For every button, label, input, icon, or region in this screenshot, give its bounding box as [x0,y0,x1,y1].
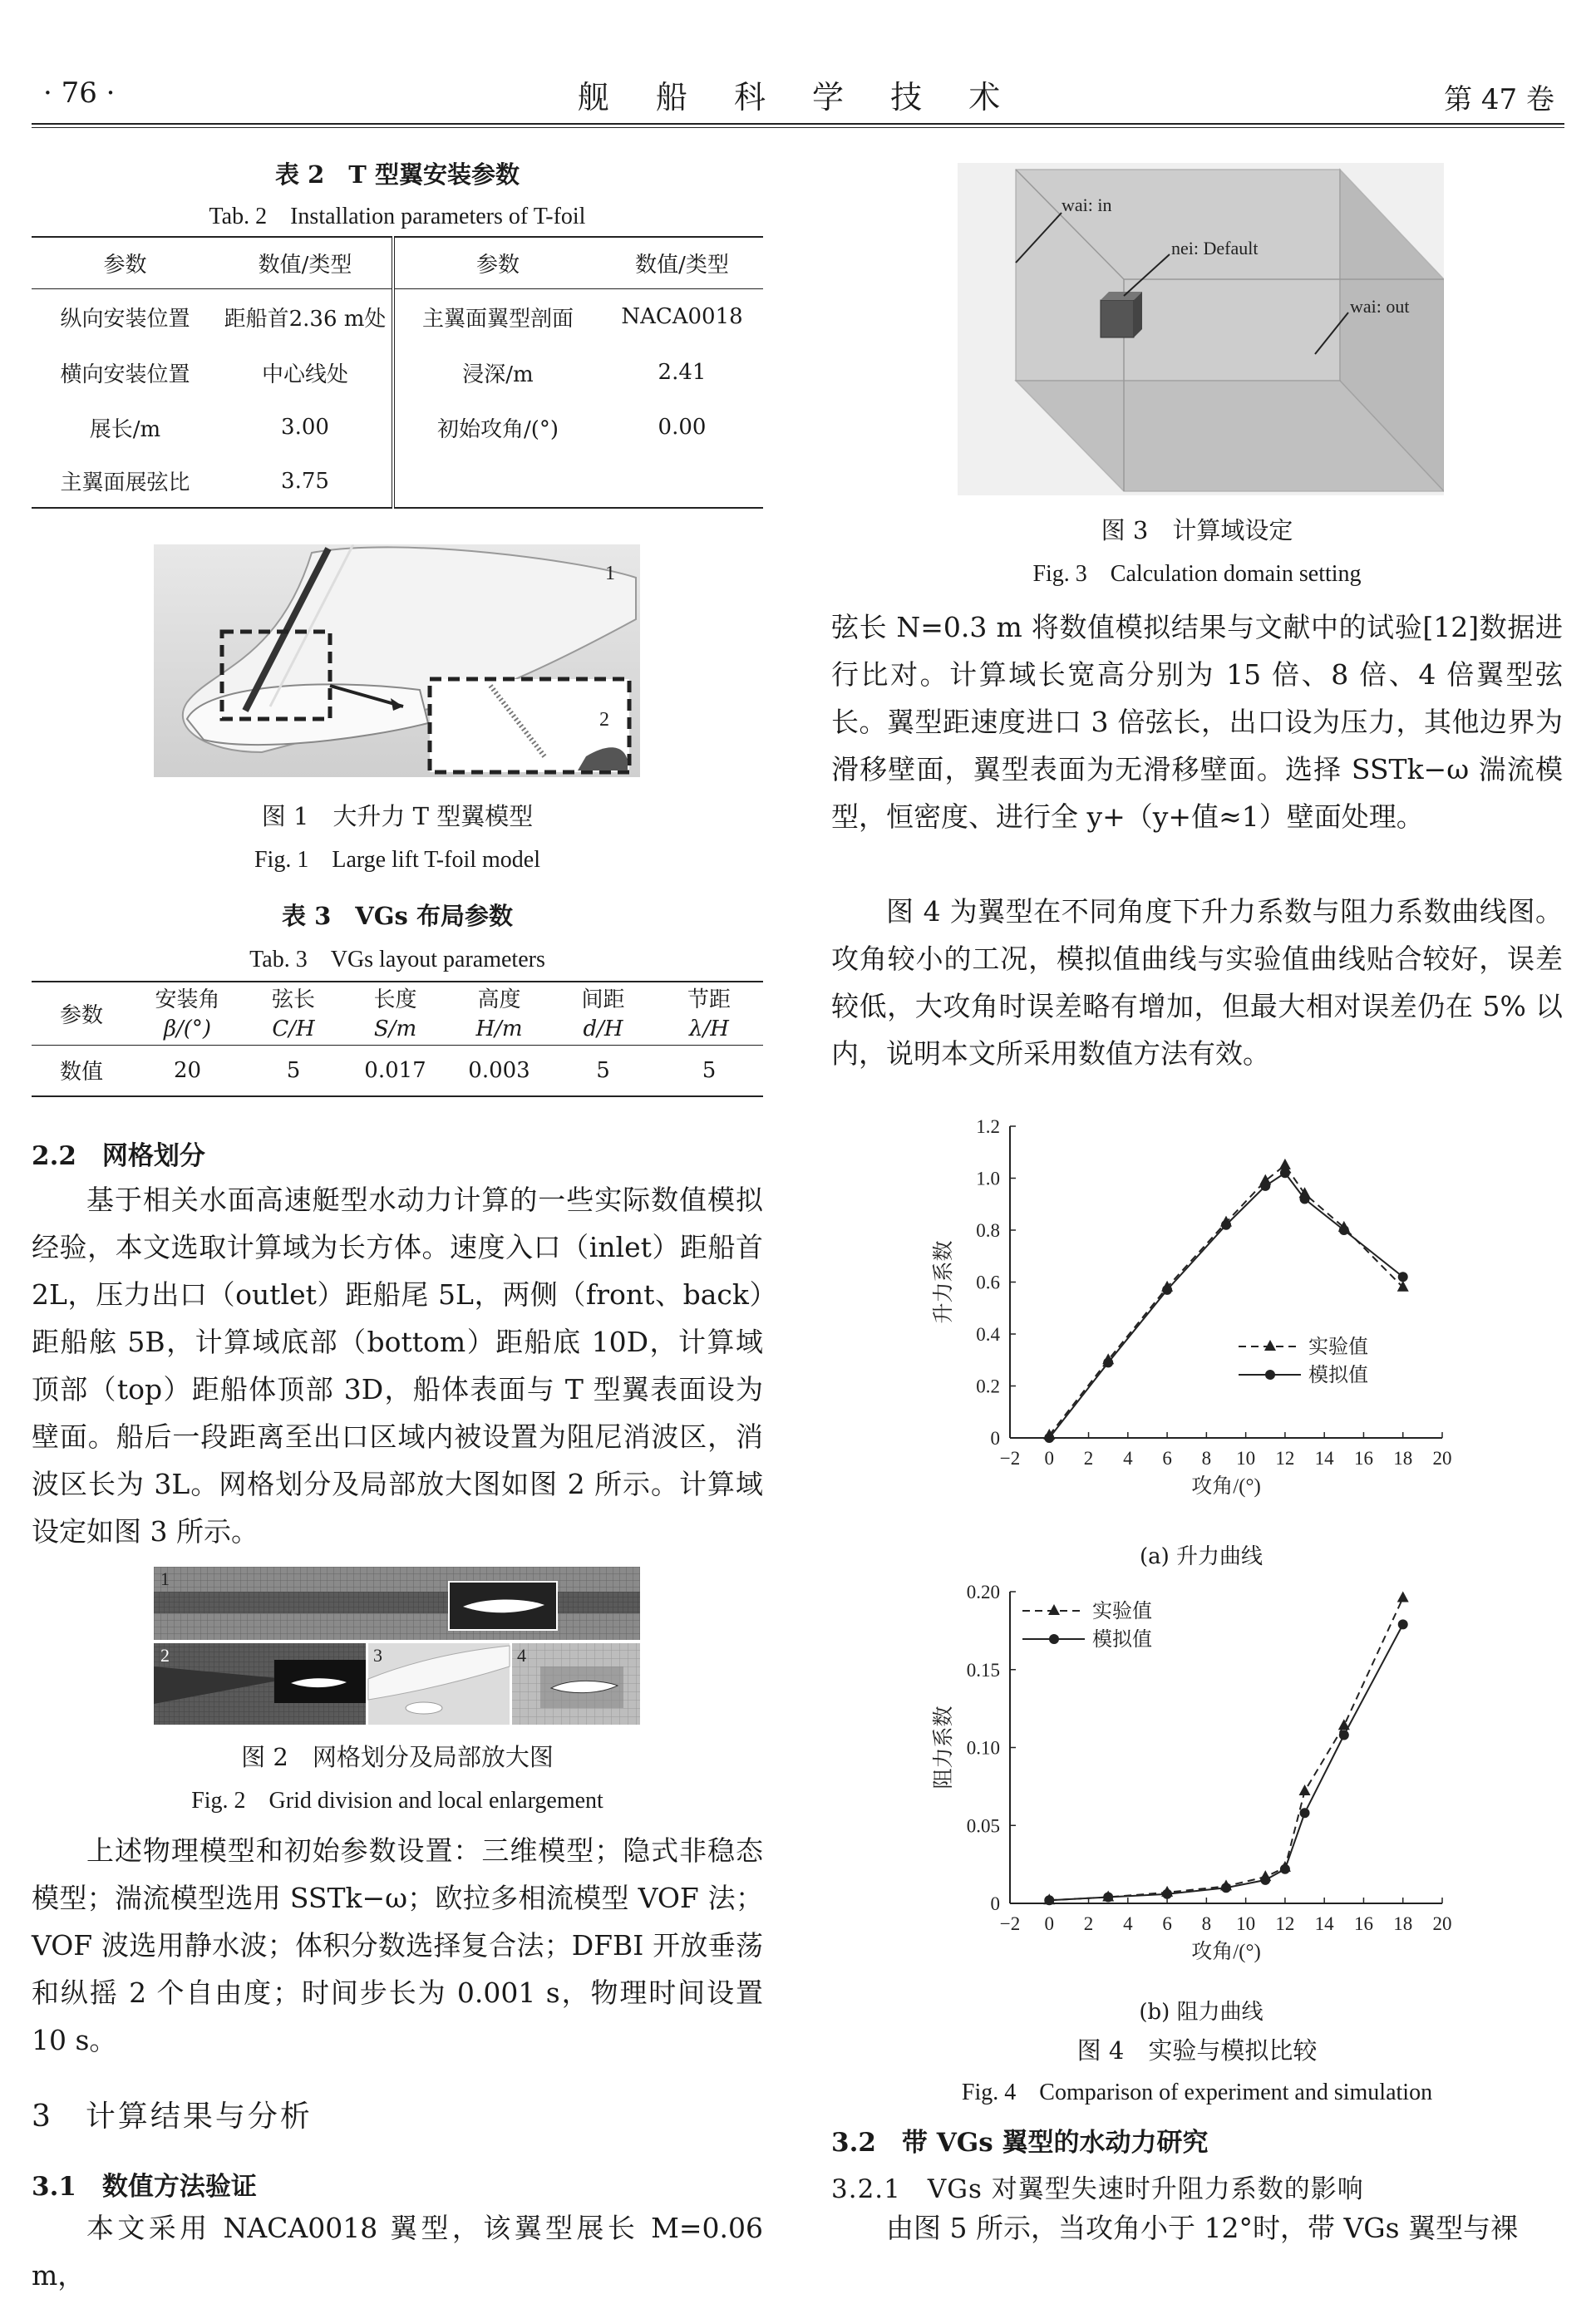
table-cell: 5 [596,1057,610,1083]
table3-title-cn: 表 3 VGs 布局参数 [282,902,513,930]
table-header-cell: β/(°) [163,1016,212,1041]
x-tick-label: 6 [1162,1448,1172,1469]
table-header-cell: 参数 [475,252,520,278]
paragraph: 基于相关水面高速艇型水动力计算的一些实际数值模拟经验，本文选取计算域为长方体。速度入口（inlet）距船首 2L，压力出口（outlet）距船尾 5L，两侧（front、back）距船舷 5B，计算域底部（bottom）距船底 10D，计算域顶部（top）距船体顶部 3D，船体表面与 T 型翼表面设为壁面。船后一段距离至出口区域内被设置为阻尼消波区，消波区长为 3L。网格划分及局部放大图如图 2 所示。计算域设定如图 3 所示。 [32,1184,763,1548]
table-header-cell: 参数 [32,982,131,1045]
legend-marker [1264,1340,1276,1351]
x-axis-label: 攻角/(°) [1191,1941,1261,1963]
legend-marker [1049,1634,1059,1644]
table-header-cell: 弦长 [271,987,315,1012]
table-cell: 展长/m [89,416,161,442]
table-cell: 主翼面翼型剖面 [421,306,574,332]
fig2-label: 1 [160,1568,170,1589]
fig4a-subcaption: (a) 升力曲线 [1139,1544,1264,1569]
table-header-cell: 数值/类型 [219,237,393,288]
table-header-cell: H/m [475,1016,523,1041]
fig2-image [154,1567,640,1725]
table-cell: NACA0018 [621,304,743,330]
table-row [32,455,763,508]
fig3-caption-en: Fig. 3 Calculation domain setting [1032,561,1362,587]
table-cell: 中心线处 [219,345,393,400]
table-header-cell: 安装角 [155,987,220,1012]
x-tick-label: −2 [999,1913,1021,1934]
data-point [1162,1889,1172,1899]
fig3-caption-cn: 图 3 计算域设定 [1101,516,1293,544]
table-cell: 纵向安装位置 [60,306,190,332]
x-tick-label: 14 [1314,1448,1334,1469]
table-cell: 3.75 [219,455,393,508]
data-point [1103,1357,1113,1367]
x-tick-label: 6 [1162,1913,1172,1934]
series-line-simulation [1049,1624,1402,1900]
data-point [1397,1281,1409,1292]
fig2-caption-cn: 图 2 网格划分及局部放大图 [241,1743,554,1771]
y-tick-label: 0.20 [966,1582,1000,1602]
legend-label: 模拟值 [1092,1629,1152,1651]
y-tick-label: 0.10 [966,1737,1000,1759]
table-header-row [32,237,763,288]
x-tick-label: 2 [1083,1448,1094,1469]
x-tick-label: 10 [1236,1913,1256,1934]
table-header-cell: S/m [373,1016,417,1041]
table-header-cell: 高度 [477,987,521,1012]
data-point [1103,1893,1113,1903]
table-cell: 初始攻角/(°) [436,416,559,442]
table-cell: 主翼面展弦比 [60,470,190,495]
table-cell: 浸深/m [462,362,534,387]
y-tick-label: 0.8 [976,1220,1000,1241]
data-point [1300,1808,1310,1818]
table2-title-cn: 表 2 T 型翼安装参数 [275,160,520,189]
paragraph: 本文采用 NACA0018 翼型，该翼型展长 M=0.06 m， [32,2212,763,2292]
table-row [32,345,763,400]
fig1-image [154,544,640,777]
x-tick-label: 12 [1275,1448,1295,1469]
fig3-image [958,163,1444,495]
data-point [1162,1285,1172,1295]
table-cell: 20 [173,1057,202,1083]
y-tick-label: 0 [990,1428,1000,1449]
x-tick-label: 0 [1044,1913,1055,1934]
lift-chart [931,1114,1471,1579]
table-cell: 0.003 [468,1057,530,1083]
y-tick-label: 0.4 [976,1324,1000,1345]
data-point [1397,1592,1409,1602]
data-point [1280,1168,1290,1178]
table-cell: 2.41 [658,360,707,385]
fig1-label-1: 1 [605,563,615,584]
x-tick-label: 10 [1236,1448,1256,1469]
fig4-caption-en: Fig. 4 Comparison of experiment and simulation [961,2080,1433,2105]
table-cell: 横向安装位置 [60,362,190,387]
data-point [1339,1225,1349,1235]
table-cell: 5 [286,1057,301,1083]
x-tick-label: 20 [1432,1448,1452,1469]
table-cell [393,455,601,508]
section-heading: 2.2 网格划分 [32,1141,205,1171]
fig2-caption-en: Fig. 2 Grid division and local enlargement [191,1788,603,1814]
data-point [1260,1181,1270,1191]
data-point [1044,1895,1054,1905]
paragraph: 图 4 为翼型在不同角度下升力系数与阻力系数曲线图。攻角较小的工况，模拟值曲线与实验值曲线贴合较好，误差较低，大攻角时误差略有增加，但最大相对误差仍在 5% 以内，说明本文所采用数值方法有效。 [831,895,1563,1070]
y-axis-label: 升力系数 [933,1240,955,1324]
table-cell: 0.017 [364,1057,426,1083]
x-tick-label: 14 [1314,1913,1334,1934]
table-header-cell: C/H [272,1016,315,1041]
table-cell: 3.00 [219,400,393,455]
fig1-caption-en: Fig. 1 Large lift T-foil model [254,847,540,873]
table-cell: 数值 [59,1060,103,1086]
table-header-cell: 参数 [103,252,147,278]
x-tick-label: 8 [1201,1913,1212,1934]
drag-chart [931,1579,1471,2045]
x-tick-label: 4 [1123,1448,1133,1469]
table-row [32,288,763,345]
table-header-cell: 节距 [687,987,731,1012]
table-cell: 0.00 [658,415,707,440]
table2 [32,236,763,509]
page-number: · 76 · [43,76,116,110]
y-tick-label: 0.05 [966,1815,1000,1837]
y-tick-label: 1.2 [976,1116,1000,1137]
table-cell: 5 [702,1057,717,1083]
x-tick-label: 8 [1201,1448,1212,1469]
section-heading: 3 计算结果与分析 [32,2100,313,2134]
x-tick-label: 4 [1123,1913,1133,1934]
fig1-label-2: 2 [599,709,609,731]
x-tick-label: 2 [1083,1913,1094,1934]
table3-title-en: Tab. 3 VGs layout parameters [249,947,545,972]
header-rule [32,123,1564,125]
data-point [1300,1194,1310,1204]
journal-title: 舰 船 科 学 技 术 [577,79,1019,116]
fig4-caption-cn: 图 4 实验与模拟比较 [1076,2036,1318,2065]
table-row [32,1045,763,1096]
legend-marker [1265,1370,1275,1380]
data-point [1280,1864,1290,1874]
y-tick-label: 0.6 [976,1272,1000,1293]
x-tick-label: 20 [1432,1913,1452,1934]
x-tick-label: 18 [1393,1913,1413,1934]
x-tick-label: 16 [1353,1913,1373,1934]
table-header-cell: 间距 [581,987,625,1012]
data-point [1044,1433,1054,1443]
y-tick-label: 0.15 [966,1659,1000,1681]
table-row [32,400,763,455]
series-line-experiment [1049,1165,1402,1435]
table2-title-en: Tab. 2 Installation parameters of T-foil [209,204,586,229]
y-tick-label: 0 [990,1893,1000,1914]
table-cell [601,455,763,508]
section-heading: 3.2 带 VGs 翼型的水动力研究 [831,2128,1209,2158]
table-header-cell: 数值/类型 [635,252,729,278]
legend-label: 实验值 [1092,1601,1152,1622]
table3 [32,981,763,1097]
fig4b-subcaption: (b) 阻力曲线 [1139,2000,1264,2025]
table-header-cell: 长度 [373,987,417,1012]
table-header-row [32,1013,763,1045]
fig3-label-nei: nei: Default [1171,238,1259,258]
legend-marker [1048,1604,1060,1615]
section-heading: 3.1 数值方法验证 [32,2172,257,2202]
y-tick-label: 0.2 [976,1376,1000,1397]
paragraph: 弦长 N=0.3 m 将数值模拟结果与文献中的试验[12]数据进行比对。计算域长宽高分别为 15 倍、8 倍、4 倍翼型弦长。翼型距速度进口 3 倍弦长，出口设为压力，其他边界为滑移壁面，翼型表面为无滑移壁面。选择 SSTk−ω 湍流模型，恒密度、进行全 y+（y+值≈1）壁面处理。 [831,611,1563,833]
header-rule [32,127,1564,128]
legend-label: 模拟值 [1308,1365,1368,1386]
x-tick-label: −2 [999,1448,1021,1469]
volume-label: 第 47 卷 [1444,83,1554,116]
fig2-label: 2 [160,1645,170,1666]
data-point [1221,1220,1231,1230]
series-line-simulation [1049,1173,1402,1438]
fig2-label: 4 [517,1645,526,1666]
data-point [1398,1272,1408,1282]
data-point [1279,1159,1291,1169]
data-point [1398,1619,1408,1629]
paragraph: 上述物理模型和初始参数设置：三维模型；隐式非稳态模型；湍流模型选用 SSTk−ω；欧拉多相流模型 VOF 法；VOF 波选用静水波；体积分数选择复合法；DFBI 开放垂荡和纵摇 2 个自由度；时间步长为 0.001 s，物理时间设置 10 s。 [32,1834,763,2056]
fig1-caption-cn: 图 1 大升力 T 型翼模型 [261,802,534,830]
x-tick-label: 18 [1393,1448,1413,1469]
data-point [1260,1875,1270,1885]
x-tick-label: 0 [1044,1448,1055,1469]
data-point [1299,1785,1311,1795]
data-point [1221,1883,1231,1893]
table-header-cell: d/H [583,1016,623,1041]
table-cell: 距船首2.36 m处 [219,288,393,345]
x-tick-label: 16 [1353,1448,1373,1469]
x-axis-label: 攻角/(°) [1191,1475,1261,1498]
paragraph: 由图 5 所示，当攻角小于 12°时，带 VGs 翼型与裸 [886,2212,1519,2244]
y-axis-label: 阻力系数 [933,1706,955,1789]
table-header-row [32,982,763,1013]
legend-label: 实验值 [1308,1337,1368,1358]
table-header-cell: λ/H [689,1016,729,1041]
subsection-heading: 3.2.1 VGs 对翼型失速时升阻力系数的影响 [831,2174,1364,2204]
fig2-label: 3 [373,1645,382,1666]
x-tick-label: 12 [1275,1913,1295,1934]
data-point [1339,1730,1349,1740]
fig3-label-out: wai: out [1350,296,1410,317]
y-tick-label: 1.0 [976,1168,1000,1189]
fig3-label-in: wai: in [1062,194,1112,215]
